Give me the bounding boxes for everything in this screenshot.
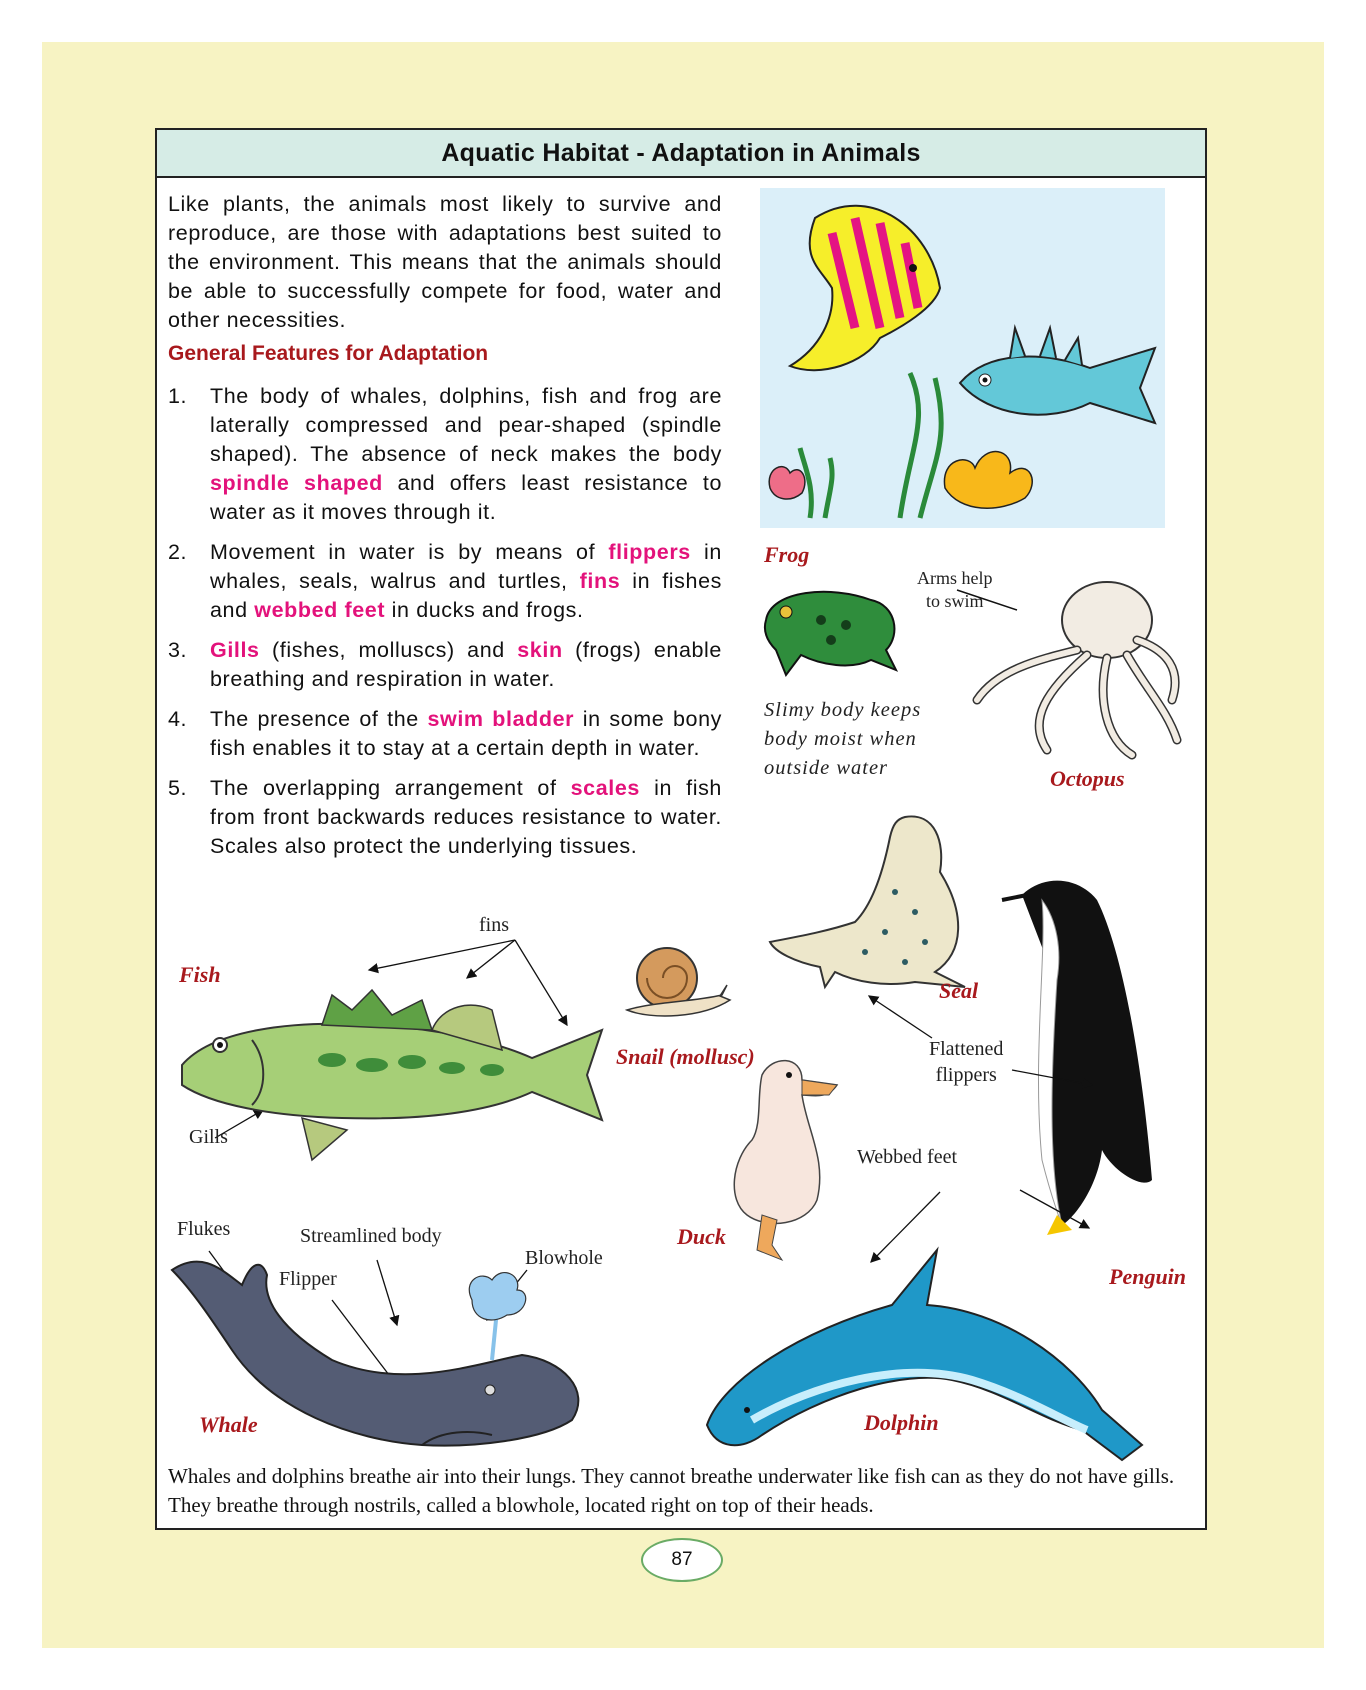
blowhole-label: Blowhole <box>525 1247 603 1269</box>
feature-number: 3. <box>168 638 188 662</box>
highlight-term: spindle shaped <box>210 471 383 495</box>
content-panel <box>155 128 1207 1530</box>
flattened-line-1: Flattened <box>929 1038 1004 1060</box>
feature-text: (fishes, molluscs) and <box>259 638 518 662</box>
feature-text: in fishes and <box>210 569 722 622</box>
feature-number: 1. <box>168 384 188 408</box>
feature-text: Movement in water is by means of <box>210 540 609 564</box>
feature-text: The presence of the <box>210 707 428 731</box>
snail-label: Snail (mollusc) <box>616 1044 755 1069</box>
feature-text: (frogs) enable breathing and respiration in water. <box>210 638 722 691</box>
frog-note-line-2: body moist when <box>764 728 917 750</box>
page-number: 87 <box>641 1538 723 1582</box>
frog-note-line-3: outside water <box>764 757 889 779</box>
frog-label: Frog <box>764 542 810 567</box>
webbed-feet-label: Webbed feet <box>857 1146 957 1168</box>
feature-number: 2. <box>168 540 188 564</box>
highlight-term: Gills <box>210 638 260 662</box>
seal-label: Seal <box>939 978 979 1003</box>
water-spout-icon <box>469 1273 525 1360</box>
page-title: Aquatic Habitat - Adaptation in Animals <box>157 130 1205 178</box>
highlight-term: flippers <box>608 540 691 564</box>
feature-text: and offers least resistance to water as it moves through it. <box>210 471 723 524</box>
duck-label: Duck <box>677 1224 726 1249</box>
highlight-term: swim bladder <box>427 707 575 731</box>
arms-help-line-2: to swim <box>925 591 984 611</box>
feature-number: 4. <box>168 707 188 731</box>
section-heading: General Features for Adaptation <box>168 342 489 365</box>
feature-text: in some bony fish enables it to stay at a certain depth in water. <box>210 707 722 760</box>
highlight-term: fins <box>579 569 621 593</box>
arms-help-line-1: Arms help <box>917 568 993 588</box>
whale-icon <box>172 1190 592 1450</box>
intro-paragraph: Like plants, the animals most likely to survive and reproduce, are those with adaptations best suited to the environment. This means that the animals should be able to successfully compete for food, water and other necessities. <box>168 192 722 332</box>
streamlined-body-label: Streamlined body <box>300 1225 442 1247</box>
footer-paragraph: Whales and dolphins breathe air into their lungs. They cannot breathe underwater like fish can as they do not have gills. They breathe through nostrils, called a blowhole, located right on top of their heads. <box>168 1464 1175 1517</box>
highlight-term: scales <box>570 776 640 800</box>
dolphin-label: Dolphin <box>864 1410 939 1435</box>
flipper-label: Flipper <box>279 1268 337 1290</box>
whale-label: Whale <box>199 1412 258 1437</box>
feature-text: The overlapping arrangement of <box>210 776 571 800</box>
highlight-term: webbed feet <box>254 598 386 622</box>
flukes-label: Flukes <box>177 1218 231 1240</box>
feature-number: 5. <box>168 776 188 800</box>
frog-note-line-1: Slimy body keeps <box>764 699 922 721</box>
octopus-label: Octopus <box>1050 766 1125 791</box>
feature-text: The body of whales, dolphins, fish and frog are laterally compressed and pear-shaped (spindle shaped). The absence of neck makes the body <box>210 384 722 466</box>
feature-text: in whales, seals, walrus and turtles, <box>210 540 722 593</box>
fish-label: Fish <box>179 962 221 987</box>
feature-text: in ducks and frogs. <box>385 598 584 622</box>
fins-label: fins <box>479 914 509 936</box>
feature-text: in fish from front backwards reduces resistance to water. Scales also protect the underlying tissues. <box>210 776 722 858</box>
penguin-label: Penguin <box>1109 1264 1187 1289</box>
snail-icon <box>622 940 732 1030</box>
flattened-line-2: flippers <box>935 1064 997 1086</box>
highlight-term: skin <box>517 638 563 662</box>
bass-fish-icon <box>172 970 612 1170</box>
gills-label: Gills <box>189 1126 228 1148</box>
